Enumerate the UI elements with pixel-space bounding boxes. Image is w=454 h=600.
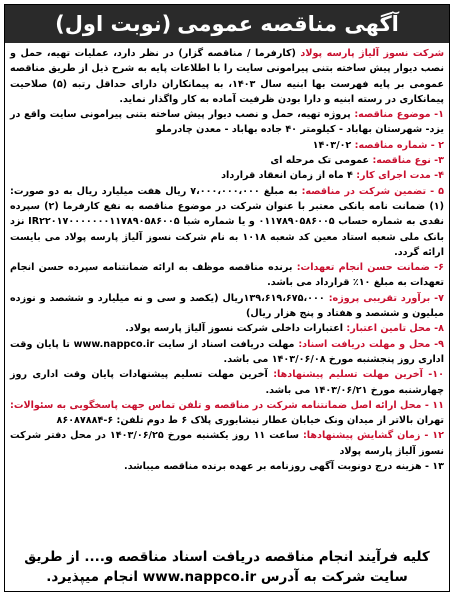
- item-value: ۱۳ - هزینه درج دونوبت آگهی روزنامه بر عهده برنده مناقصه میباشد.: [124, 461, 444, 473]
- notice-footer: [5, 547, 449, 587]
- footer-line-2: [11, 567, 443, 587]
- item-value: عمومی تک مرحله ای: [270, 155, 373, 167]
- item-value: پروژه تهیه، حمل و نصب دیوار پیش ساخته بتنی پیرامونی سایت واقع در یزد- شهرستان بهاباد - کیلومتر ۴۰ جاده بهاباد - معدن چادرملو: [10, 109, 444, 136]
- notice-body: [5, 43, 449, 474]
- item-label: ۴- مدت اجرای کار:: [356, 170, 444, 182]
- footer-line-1: کلیه فرآیند انجام مناقصه دریافت اسناد مناقصه و.... از طریق: [24, 549, 430, 565]
- item-value: تهران بالاتر از میدان ونک خیابان عطار نیشابوری پلاک ۶ ط دوم تلفن: ۶-۸۶۰۸۷۸۸۴: [56, 415, 444, 427]
- item-value: ۱۴۰۳/۰۲: [312, 139, 355, 151]
- item-label: ۱۰- آخرین مهلت تسلیم پیشنهادها:: [273, 369, 444, 381]
- item-value: آخرین مهلت تسلیم پیشنهادات پایان وقت اداری روز چهارشنبه مورخ ۱۴۰۳/۰۶/۲۱ می باشد.: [10, 369, 444, 396]
- intro-text: (کارفرما / مناقصه گزار) در نظر دارد، عملیات تهیه، حمل و نصب دیوار پیش ساخته بتنی پیرامونی سایت را با اطلاعات پایه به شرح ذیل از طریق مناقصه عمومی بر پایه فهرست بها ابنیه سال ۱۴۰۳، به پیمانکاران دارای حداقل رتبه (۵) صلاحیت پیمانکاری در رسته ابنیه و دارا بودن ظرفیت آماده به کار واگذار نماید.: [10, 48, 444, 105]
- notice-header: [5, 5, 449, 43]
- item-label: ۷- برآورد تقریبی پروژه:: [328, 292, 444, 304]
- item-value: به مبلغ ۷،۰۰۰،۰۰۰،۰۰۰ ریال هفت میلیارد ریال به دو صورت: (۱) ضمانت نامه بانکی معتبر با عنوان شرکت در موضوع مناقصه به نفع کارفرما (۲) سپرده نقدی به شماره حساب ۰۱۱۷۸۹۰۵۸۶۰۰۵ و یا شماره شبا IR۲۲۰۱۷۰۰۰۰۰۰۰۱۱۷۸۹۰۵۸۶۰۰۵ نزد بانک ملی شعبه استاد معین کد شعبه ۱۰۱۸ به نام شرکت نسوز آلیاژ پارسه پولاد می بایست ارائه گردد.: [10, 185, 444, 258]
- item-8: [10, 321, 444, 336]
- item-value: اعتبارات داخلی شرکت نسوز آلیاژ پارسه پولاد.: [125, 323, 347, 335]
- item-13: [10, 459, 444, 474]
- item-value: ساعت ۱۱ روز یکشنبه مورخ ۱۴۰۳/۰۶/۲۵ در محل دفتر شرکت نسوز آلیاژ پارسه پولاد: [10, 430, 444, 457]
- item-5: [10, 184, 444, 260]
- footer-text-pre: سایت شرکت به آدرس: [256, 569, 408, 585]
- company-name: شرکت نسوز آلیاژ پارسه پولاد: [300, 48, 445, 59]
- item-7: [10, 291, 444, 322]
- item-2: [10, 138, 444, 153]
- intro-paragraph: [10, 46, 444, 107]
- item-4: [10, 168, 444, 183]
- item-3: [10, 153, 444, 168]
- item-label: ۶- ضمانت حسن انجام تعهدات:: [296, 262, 445, 274]
- item-12: [10, 428, 444, 459]
- item-9: [10, 337, 444, 368]
- notice-title: آگهی مناقصه عمومی: [177, 12, 399, 36]
- item-label: ۱- موضوع مناقصه:: [354, 109, 444, 121]
- website-link[interactable]: www.nappco.ir: [142, 569, 257, 585]
- item-label: ۳- نوع مناقصه:: [372, 155, 444, 167]
- item-value: ۴ ماه از زمان انعقاد قرارداد: [221, 170, 357, 182]
- item-label: ۱۲ - زمان گشایش پیشنهادها:: [302, 430, 444, 442]
- footer-text-post: انجام میپذیرد.: [46, 569, 143, 585]
- item-label: ۱۱ - محل ارائه اصل ضمانتنامه شرکت در مناقصه و تلفن تماس جهت پاسخگویی به سئوالات:: [10, 399, 444, 411]
- item-value: برنده مناقصه موظف به ارائه ضمانتنامه سپرده حسن انجام تعهدات به مبلغ ۱۰٪ قرارداد می باشد.: [10, 262, 444, 289]
- tender-notice: [4, 4, 450, 592]
- item-10: [10, 367, 444, 398]
- item-value: ۱۳۹،۶۱۹،۶۷۵،۰۰۰ریال (یکصد و سی و نه میلیارد و ششصد و نوزده میلیون و ششصد و هفتاد و پنج هزار ریال): [10, 292, 444, 320]
- item-label: ۲ - شماره مناقصه:: [354, 139, 444, 151]
- item-label: ۹- محل و مهلت دریافت اسناد:: [298, 338, 445, 350]
- item-label: ۸- محل تامین اعتبار:: [346, 323, 444, 335]
- notice-round: (نوبت اول): [55, 12, 172, 36]
- item-6: [10, 260, 444, 291]
- item-label: ۵ - تضمین شرکت در مناقصه:: [301, 185, 444, 197]
- item-value: مهلت دریافت اسناد از سایت www.nappco.ir تا پایان وقت اداری روز پنجشنبه مورخ ۱۴۰۳/۰۶/۰۸ می باشد.: [10, 338, 444, 365]
- item-11: [10, 398, 444, 429]
- item-1: [10, 107, 444, 138]
